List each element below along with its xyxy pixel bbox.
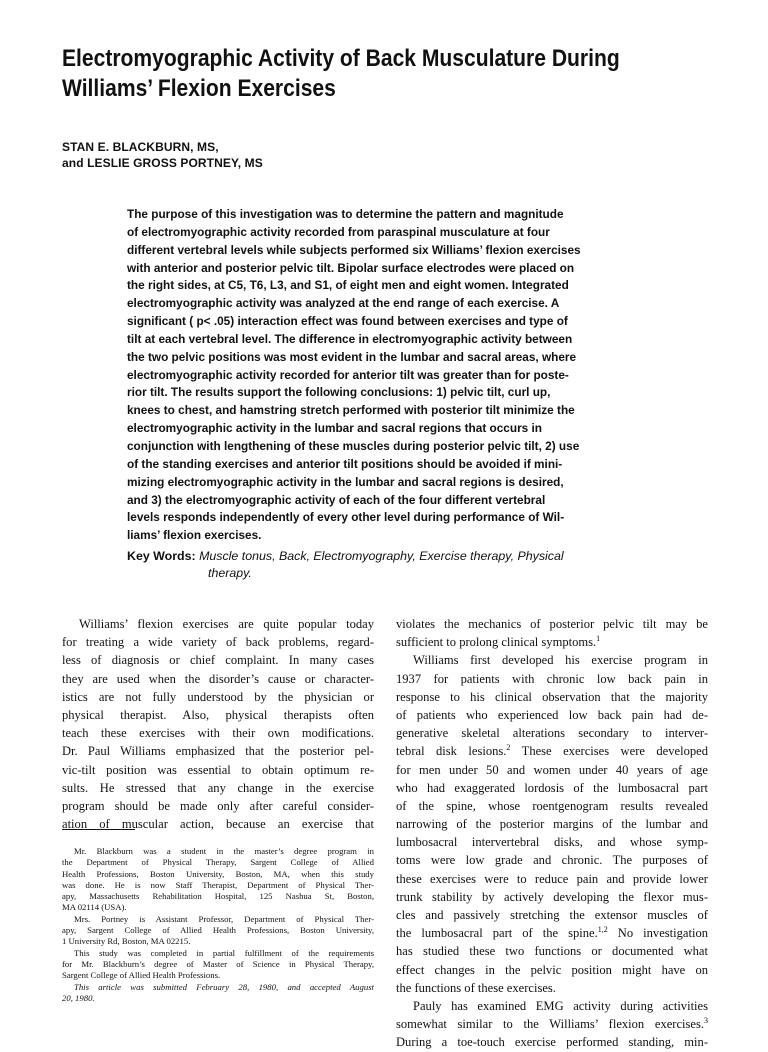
- body-line: trunk stability by actively developing the flexor mus-: [396, 889, 708, 904]
- author-line-2: and LESLIE GROSS PORTNEY, MS: [62, 156, 263, 170]
- key-words: [127, 548, 647, 582]
- body-line: of patients who experienced low back pain had de-: [396, 707, 708, 722]
- footnotes: [62, 846, 374, 1004]
- body-line: toms were low grade and chronic. The purposes of: [396, 853, 708, 868]
- abstract-line: the right sides, at C5, T6, L3, and S1, of eight men and eight women. Integrated: [127, 278, 569, 293]
- body-line: Pauly has examined EMG activity during activities: [413, 998, 708, 1013]
- footnote-line: apy, Sargent College of Allied Health Professions, Boston University,: [62, 925, 374, 936]
- body-line: for treating a wide variety of back problems, regard-: [62, 635, 374, 650]
- body-line: narrowing of the posterior margins of the lumbar and: [396, 817, 708, 832]
- body-line: During a toe-touch exercise performed standing, min-: [396, 1035, 708, 1050]
- key-words-list: Muscle tonus, Back, Electromyography, Exercise therapy, Physical: [199, 549, 564, 563]
- abstract-line: different vertebral levels while subjects performed six Williams’ flexion exercises: [127, 242, 581, 257]
- abstract-line: significant ( p< .05) interaction effect was found between exercises and type of: [127, 314, 568, 329]
- footnote-line: This article was submitted February 28, 1980, and accepted August: [74, 981, 374, 992]
- footnote-line: apy, Massachusetts Rehabilitation Hospital, 125 Nashua St, Boston,: [62, 891, 374, 902]
- key-words-label: Key Words:: [127, 549, 196, 563]
- citation-ref: 1,2: [597, 925, 608, 935]
- abstract-line: with anterior and posterior pelvic tilt. Bipolar surface electrodes were placed on: [127, 260, 575, 275]
- body-line: effect changes in the pelvic position might have on: [396, 962, 708, 977]
- footnote-divider: [62, 829, 135, 830]
- body-line-text: somewhat similar to the Williams’ flexion exercises.: [396, 1017, 704, 1032]
- body-line: Williams’ flexion exercises are quite popular today: [79, 617, 374, 631]
- body-column-left: [62, 615, 374, 833]
- body-line: [396, 1015, 708, 1033]
- key-words-continuation: therapy.: [208, 566, 252, 580]
- footnote-line: This study was completed in partial fulfillment of the requirements: [74, 947, 374, 958]
- abstract-line: The purpose of this investigation was to determine the pattern and magnitude: [127, 207, 564, 221]
- article-title: [62, 44, 630, 104]
- body-line: of the spine, whose roentgenogram results revealed: [396, 798, 708, 813]
- body-line-text: These exercises were developed: [521, 744, 708, 759]
- abstract-line: liams’ flexion exercises.: [127, 528, 262, 543]
- body-line: less of diagnosis or chief complaint. In many cases: [62, 653, 374, 668]
- body-line: the functions of these exercises.: [396, 980, 556, 995]
- footnote-line: 20, 1980.: [62, 992, 95, 1003]
- footnote-line: for Mr. Blackburn’s degree of Master of Science in Physical Therapy,: [62, 958, 374, 969]
- body-line: vic-tilt position was essential to obtain optimum re-: [62, 762, 374, 777]
- footnote-line: 1 University Rd, Boston, MA 02215.: [62, 936, 191, 947]
- abstract-line: electromyographic activity in the lumbar and sacral regions that occurs in: [127, 421, 542, 436]
- title-line-2: Williams’ Flexion Exercises: [62, 75, 336, 102]
- author-line-1: STAN E. BLACKBURN, MS,: [62, 140, 219, 154]
- body-line: who had exaggerated lordosis of the lumbosacral part: [396, 780, 708, 795]
- abstract-line: and 3) the electromyographic activity of each of the four different vertebral: [127, 492, 546, 507]
- body-line: response to his clinical observation that the majority: [396, 689, 708, 704]
- body-line-text: No investigation: [617, 926, 708, 941]
- body-line: Dr. Paul Williams emphasized that the posterior pel-: [62, 744, 374, 759]
- body-line: has studied these two functions or documented what: [396, 944, 708, 959]
- body-line: cles and passively stretching the extensor muscles of: [396, 908, 708, 922]
- body-line: generative skeletal alterations secondary to interver-: [396, 726, 708, 741]
- abstract: [127, 206, 639, 545]
- abstract-line: electromyographic activity recorded for anterior tilt was greater than for poste-: [127, 367, 569, 382]
- abstract-line: tilt at each vertebral level. The difference in electromyographic activity between: [127, 331, 573, 346]
- abstract-line: the two pelvic positions was most evident in the lumbar and sacral areas, where: [127, 349, 577, 364]
- footnote-line: was done. He is now Staff Therapist, Department of Physical Ther-: [62, 879, 374, 890]
- body-line: 1937 for patients with chronic low back pain in: [396, 671, 708, 686]
- body-line-text: tebral disk lesions.: [396, 744, 507, 759]
- body-line: for men under 50 and women under 40 years of age: [396, 762, 708, 777]
- abstract-line: conjunction with lengthening of these muscles during posterior pelvic tilt, 2) use: [127, 438, 580, 453]
- body-line: ation of muscular action, because an exercise that: [62, 817, 374, 832]
- footnote-line: Mrs. Portney is Assistant Professor, Department of Physical Ther-: [74, 913, 374, 924]
- citation-ref: 1: [596, 634, 601, 644]
- abstract-line: knees to chest, and hamstring stretch performed with posterior tilt minimize the: [127, 403, 575, 418]
- footnote-line: Mr. Blackburn was a student in the master’s degree program in: [74, 846, 374, 856]
- body-line: [396, 742, 708, 760]
- body-line: [396, 633, 708, 651]
- body-line: sults. He stressed that any change in the exercise: [62, 780, 374, 795]
- footnote-line: Health Professions, Boston University, Boston, MA, when this study: [62, 868, 374, 879]
- author-list: [62, 139, 263, 171]
- body-line-text: the lumbosacral part of the spine.: [396, 926, 598, 941]
- body-line: physical therapist. Also, physical therapists often: [62, 707, 374, 722]
- body-line-text: sufficient to prolong clinical symptoms.: [396, 635, 597, 650]
- footnote-line: MA 02114 (USA).: [62, 902, 127, 913]
- body-line: program should be made only after careful consider-: [62, 798, 374, 813]
- body-line: they are used when the disorder’s cause or character-: [62, 671, 374, 686]
- body-line: Williams first developed his exercise program in: [413, 653, 708, 668]
- body-line: lumbosacral intervertebral disks, and whose symp-: [396, 835, 708, 850]
- footnote-line: Sargent College of Allied Health Professions.: [62, 970, 221, 981]
- body-column-right: [396, 615, 708, 1052]
- abstract-line: of the standing exercises and anterior tilt positions should be avoided if mini-: [127, 456, 563, 471]
- body-line: violates the mechanics of posterior pelvic tilt may be: [396, 617, 708, 631]
- body-line: teach these exercises with their own modifications.: [62, 726, 374, 741]
- body-line: [396, 924, 708, 942]
- abstract-line: of electromyographic activity recorded from paraspinal musculature at four: [127, 224, 550, 239]
- abstract-line: levels responds independently of every other level during performance of Wil-: [127, 510, 565, 525]
- abstract-line: rior tilt. The results support the following conclusions: 1) pelvic tilt, curl up,: [127, 385, 551, 400]
- body-line: istics are not fully understood by the physician or: [62, 689, 374, 704]
- title-line-1: Electromyographic Activity of Back Musculature During: [62, 45, 620, 72]
- abstract-line: electromyographic activity was analyzed at the end range of each exercise. A: [127, 296, 560, 311]
- body-line: these exercises were to reduce pain and provide lower: [396, 871, 708, 886]
- citation-ref: 2: [506, 743, 511, 753]
- footnote-line: the Department of Physical Therapy, Sargent College of Allied: [62, 857, 374, 868]
- abstract-line: mizing electromyographic activity in the lumbar and sacral regions is desired,: [127, 474, 564, 489]
- citation-ref: 3: [704, 1015, 708, 1025]
